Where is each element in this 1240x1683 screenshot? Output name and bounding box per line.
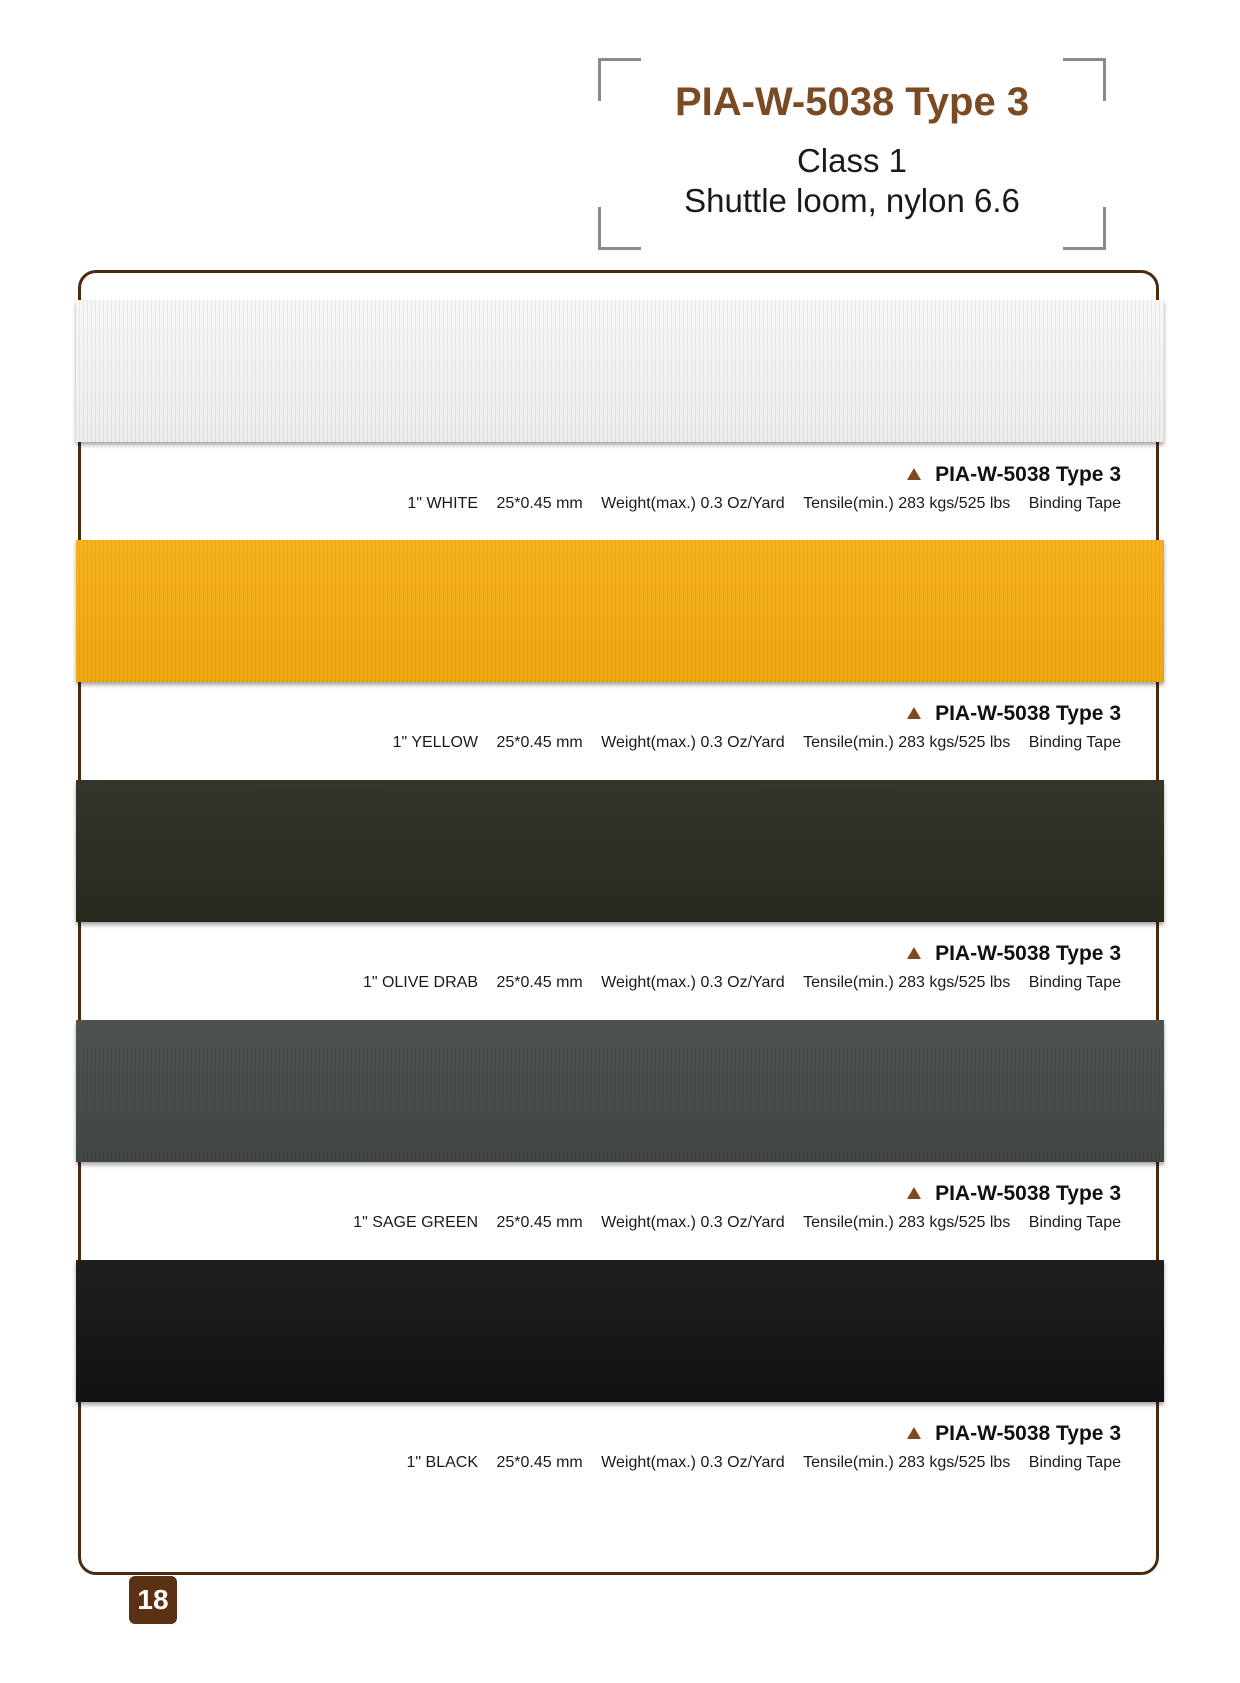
- spec-tensile: Tensile(min.) 283 kgs/525 lbs: [803, 1454, 1011, 1471]
- spec-tensile: Tensile(min.) 283 kgs/525 lbs: [803, 495, 1011, 512]
- triangle-icon: [907, 1427, 921, 1439]
- webbing-swatch-white: [76, 300, 1164, 442]
- page-number-badge: 18: [129, 1576, 177, 1624]
- product-specs: [363, 974, 1121, 992]
- spec-dimension: 25*0.45 mm: [496, 495, 583, 512]
- spec-dimension: 25*0.45 mm: [496, 974, 583, 991]
- spec-tensile: Tensile(min.) 283 kgs/525 lbs: [803, 1214, 1011, 1231]
- page-subtitle-material: Shuttle loom, nylon 6.6: [684, 182, 1020, 219]
- swatch-shade: [76, 780, 1164, 922]
- spec-use: Binding Tape: [1028, 734, 1121, 751]
- product-title-text: PIA-W-5038 Type 3: [935, 1422, 1121, 1445]
- product-title-text: PIA-W-5038 Type 3: [935, 702, 1121, 725]
- spec-tensile: Tensile(min.) 283 kgs/525 lbs: [803, 734, 1011, 751]
- spec-use: Binding Tape: [1028, 974, 1121, 991]
- triangle-icon: [907, 947, 921, 959]
- spec-use: Binding Tape: [1028, 1214, 1121, 1231]
- webbing-swatch-black: [76, 1260, 1164, 1402]
- swatch-shade: [76, 1260, 1164, 1402]
- triangle-icon: [907, 468, 921, 480]
- spec-tensile: Tensile(min.) 283 kgs/525 lbs: [803, 974, 1011, 991]
- triangle-icon: [907, 707, 921, 719]
- triangle-icon: [907, 1187, 921, 1199]
- spec-dimension: 25*0.45 mm: [496, 1454, 583, 1471]
- spec-use: Binding Tape: [1028, 1454, 1121, 1471]
- product-title: [907, 1422, 1121, 1446]
- swatch-shade: [76, 300, 1164, 442]
- spec-size-color: 1" BLACK: [406, 1454, 478, 1471]
- product-specs: [393, 734, 1121, 752]
- spec-weight: Weight(max.) 0.3 Oz/Yard: [601, 1214, 785, 1231]
- spec-weight: Weight(max.) 0.3 Oz/Yard: [601, 495, 785, 512]
- page-title: PIA-W-5038 Type 3: [674, 80, 1030, 124]
- spec-dimension: 25*0.45 mm: [496, 1214, 583, 1231]
- product-specs: [407, 1454, 1122, 1472]
- page-subtitle-class: Class 1: [796, 142, 908, 179]
- spec-size-color: 1" YELLOW: [392, 734, 478, 751]
- spec-dimension: 25*0.45 mm: [496, 734, 583, 751]
- spec-size-color: 1" SAGE GREEN: [353, 1214, 478, 1231]
- webbing-swatch-olive-drab: [76, 780, 1164, 922]
- spec-size-color: 1" WHITE: [407, 495, 478, 512]
- spec-weight: Weight(max.) 0.3 Oz/Yard: [601, 974, 785, 991]
- swatch-shade: [76, 540, 1164, 682]
- product-title: [907, 702, 1121, 726]
- spec-size-color: 1" OLIVE DRAB: [362, 974, 478, 991]
- product-title-text: PIA-W-5038 Type 3: [935, 1182, 1121, 1205]
- swatch-shade: [76, 1020, 1164, 1162]
- product-title: [907, 1182, 1121, 1206]
- product-specs: [353, 1214, 1121, 1232]
- product-title: [907, 463, 1121, 487]
- webbing-swatch-yellow: [76, 540, 1164, 682]
- webbing-swatch-sage-green: [76, 1020, 1164, 1162]
- spec-use: Binding Tape: [1028, 495, 1121, 512]
- spec-weight: Weight(max.) 0.3 Oz/Yard: [601, 734, 785, 751]
- spec-weight: Weight(max.) 0.3 Oz/Yard: [601, 1454, 785, 1471]
- page-header: [598, 58, 1106, 250]
- product-title-text: PIA-W-5038 Type 3: [935, 463, 1121, 486]
- product-title: [907, 942, 1121, 966]
- product-specs: [407, 495, 1121, 513]
- product-title-text: PIA-W-5038 Type 3: [935, 942, 1121, 965]
